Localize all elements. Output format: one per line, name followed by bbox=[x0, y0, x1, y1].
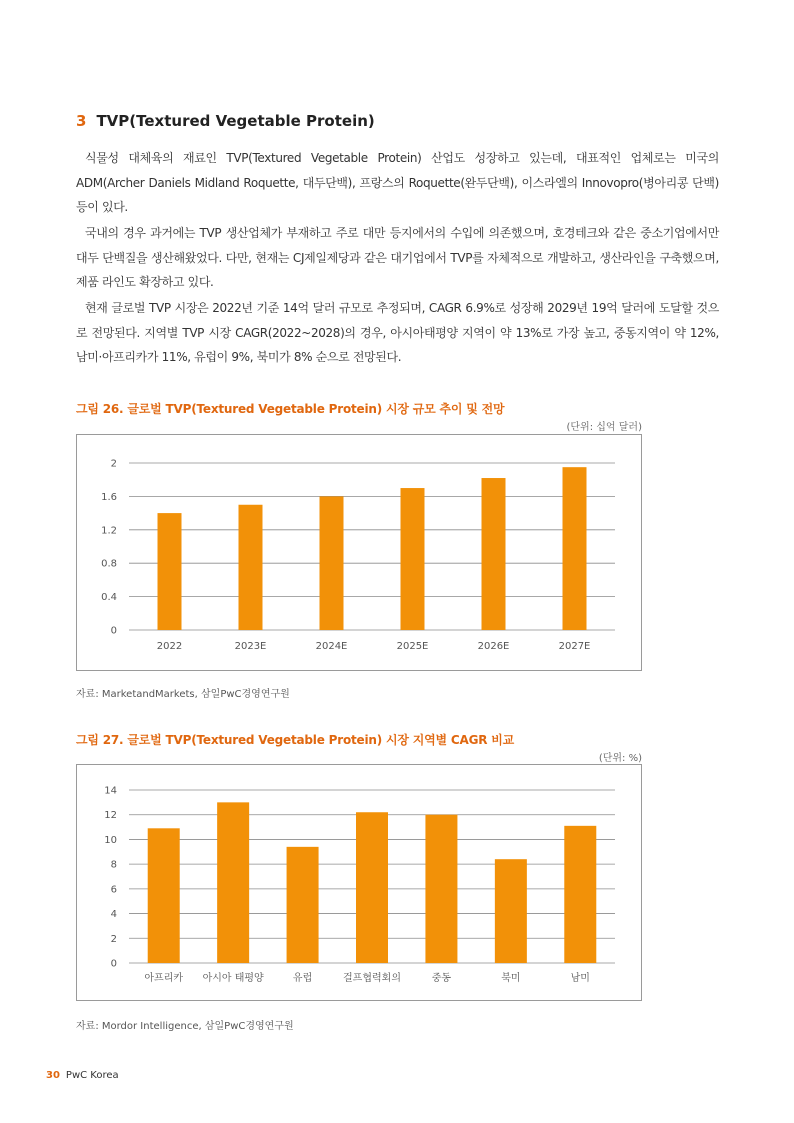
x-tick-label: 2022 bbox=[156, 641, 183, 652]
bar bbox=[563, 467, 587, 630]
chart-27-svg bbox=[77, 765, 641, 1000]
y-tick-label: 0 bbox=[110, 958, 117, 970]
x-tick-label: 2024E bbox=[315, 641, 348, 652]
figure-27-source: 자료: Mordor Intelligence, 삼일PwC경영연구원 bbox=[76, 1021, 294, 1032]
chart-26-svg bbox=[77, 435, 641, 670]
paragraph-1: 식물성 대체육의 재료인 TVP(Textured Vegetable Protein) 산업도 성장하고 있는데, 대표적인 업체로는 미국의 ADM(Archer Daniels Midland Roquette, 대두단백), 프랑스의 Roquette(완두단백), 이스라엘의 Innovopro(병아리콩 단백) 등이 있다. bbox=[76, 151, 719, 214]
y-tick-label: 1.2 bbox=[101, 525, 117, 537]
bar bbox=[356, 812, 388, 963]
x-tick-label: 2023E bbox=[234, 641, 267, 652]
x-tick-label: 2025E bbox=[396, 641, 429, 652]
bar bbox=[425, 815, 457, 963]
y-tick-label: 1.6 bbox=[101, 491, 117, 503]
y-tick-label: 4 bbox=[110, 909, 117, 921]
figure-26-title: 그림 26. 글로벌 TVP(Textured Vegetable Protein) 시장 규모 추이 및 전망 bbox=[76, 402, 505, 416]
page-footer bbox=[46, 1070, 119, 1081]
section-number: 3 bbox=[76, 112, 87, 130]
y-tick-label: 0.8 bbox=[101, 558, 117, 570]
footer-brand: PwC Korea bbox=[65, 1070, 119, 1081]
y-tick-label: 6 bbox=[110, 884, 117, 896]
figure-26-source: 자료: MarketandMarkets, 삼일PwC경영연구원 bbox=[76, 689, 290, 700]
chart-27 bbox=[76, 764, 642, 1001]
bar bbox=[564, 826, 596, 963]
bar bbox=[239, 505, 263, 630]
figure-27-title: 그림 27. 글로벌 TVP(Textured Vegetable Protein) 시장 지역별 CAGR 비교 bbox=[76, 733, 515, 747]
paragraph-3: 현재 글로벌 TVP 시장은 2022년 기준 14억 달러 규모로 추정되며, CAGR 6.9%로 성장해 2029년 19억 달러에 도달할 것으로 전망된다. 지역별 TVP 시장 CAGR(2022~2028)의 경우, 아시아태평양 지역이 약 13%로 가장 높고, 중동지역이 약 12%, 남미·아프리카가 11%, 유럽이 9%, 북미가 8% 순으로 전망된다. bbox=[76, 301, 719, 364]
y-tick-label: 0 bbox=[110, 625, 117, 637]
y-tick-label: 8 bbox=[110, 859, 117, 871]
y-tick-label: 14 bbox=[104, 785, 117, 797]
x-tick-label: 걸프협력회의 bbox=[343, 973, 401, 984]
y-tick-label: 10 bbox=[104, 834, 117, 846]
x-tick-label: 2027E bbox=[558, 641, 591, 652]
x-tick-label: 유럽 bbox=[292, 973, 313, 984]
bar bbox=[148, 828, 180, 963]
figure-26-unit: (단위: 십억 달러) bbox=[566, 422, 642, 433]
section-title-text: TVP(Textured Vegetable Protein) bbox=[96, 112, 375, 130]
bar bbox=[287, 847, 319, 963]
y-tick-label: 2 bbox=[110, 933, 117, 945]
y-tick-label: 2 bbox=[110, 458, 117, 470]
x-tick-label: 중동 bbox=[431, 973, 452, 984]
x-tick-label: 아시아 태평양 bbox=[202, 973, 264, 984]
x-tick-label: 북미 bbox=[501, 973, 521, 984]
page-number: 30 bbox=[46, 1070, 60, 1081]
bar bbox=[482, 478, 506, 630]
x-tick-label: 남미 bbox=[570, 973, 590, 984]
bar bbox=[158, 513, 182, 630]
paragraph-2: 국내의 경우 과거에는 TVP 생산업체가 부재하고 주로 대만 등지에서의 수입에 의존했으며, 호경테크와 같은 중소기업에서만 대두 단백질을 생산해왔었다. 다만, 현재는 CJ제일제당과 같은 대기업에서 TVP를 자체적으로 개발하고, 생산라인을 구축했으며, 제품 라인도 확장하고 있다. bbox=[76, 226, 719, 289]
x-tick-label: 2026E bbox=[477, 641, 510, 652]
chart-26 bbox=[76, 434, 642, 671]
bar bbox=[401, 488, 425, 630]
bar bbox=[320, 496, 344, 630]
bar bbox=[495, 859, 527, 963]
bar bbox=[217, 802, 249, 963]
y-tick-label: 0.4 bbox=[101, 592, 117, 604]
section-title bbox=[76, 112, 375, 130]
y-tick-label: 12 bbox=[104, 810, 117, 822]
x-tick-label: 아프리카 bbox=[144, 973, 184, 984]
figure-27-unit: (단위: %) bbox=[598, 753, 642, 764]
